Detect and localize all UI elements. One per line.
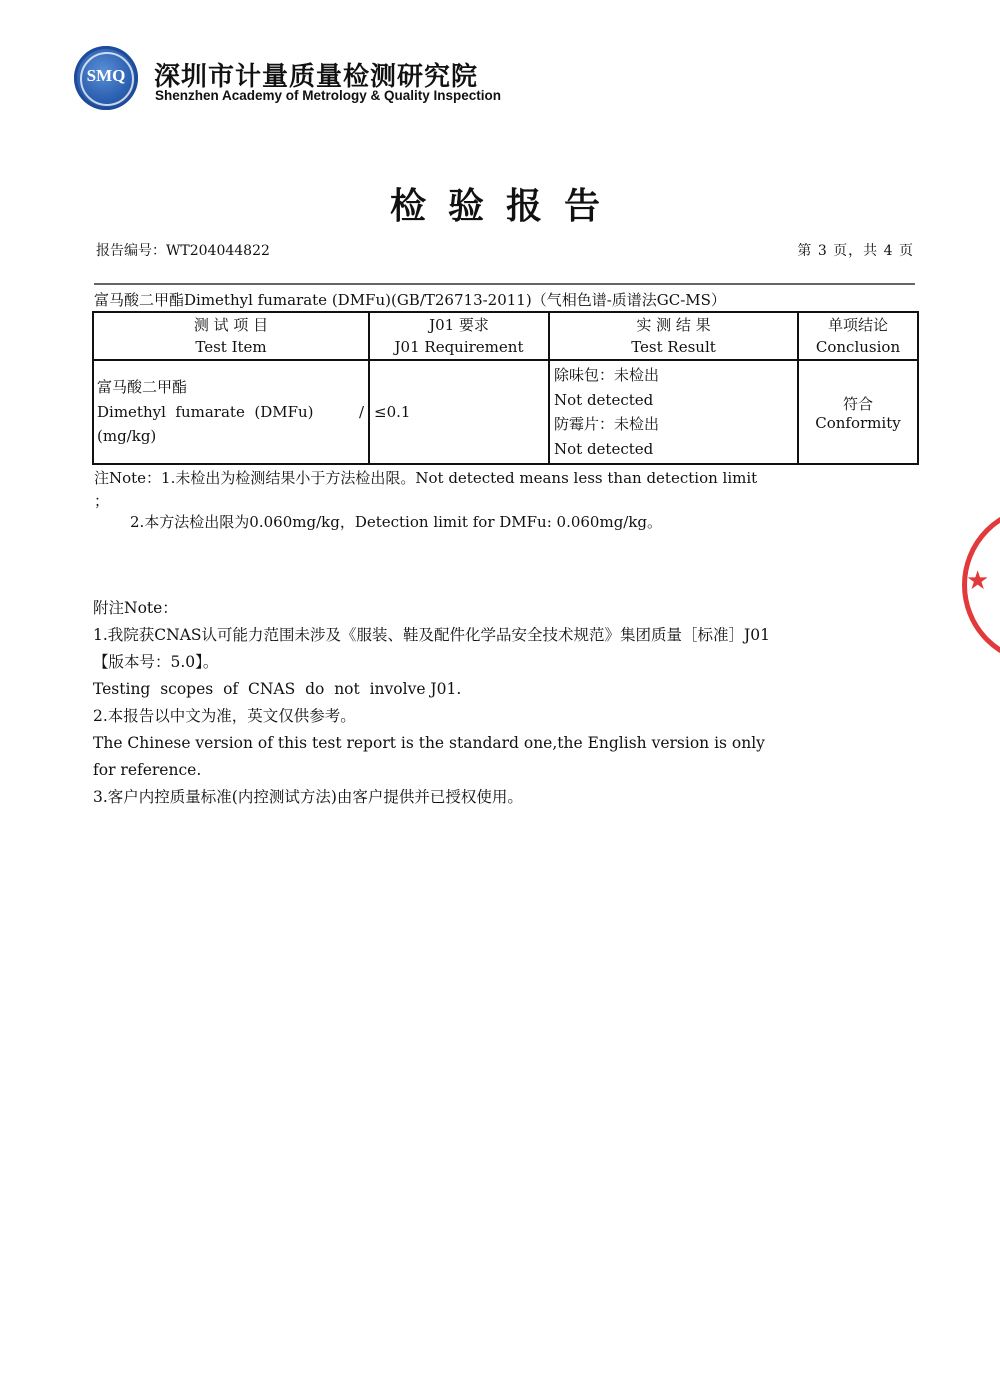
requirement-cell (369, 360, 549, 464)
note-1: 注Note：1.未检出为检测结果小于方法检出限。Not detected means less than detection limit (94, 469, 758, 487)
item-name-en-line (97, 400, 364, 425)
remarks-block (93, 595, 770, 811)
remark-line: for reference. (93, 761, 202, 779)
result-cell (549, 360, 798, 464)
item-name-cn: 富马酸二甲酯 (97, 378, 188, 397)
conclusion-en: Conformity (815, 413, 901, 432)
remark-line: The Chinese version of this test report is the standard one,the English version is only (93, 734, 765, 752)
conclusion-cell (798, 360, 918, 464)
item-name-en: Dimethyl fumarate (DMFu) (97, 402, 314, 421)
remark-line: Testing scopes of CNAS do not involve J01. (93, 680, 462, 698)
report-number: 报告编号：WT204044822 (96, 243, 270, 259)
org-name-cn: 深圳市计量质量检测研究院 (154, 62, 479, 92)
header-test-item: 测 试 项 目 Test Item (93, 312, 369, 360)
item-unit: (mg/kg) (97, 427, 157, 446)
remark-line: 2.本报告以中文为准，英文仅供参考。 (93, 707, 356, 725)
header-test-result: 实 测 结 果 Test Result (549, 312, 798, 360)
note-2: 2.本方法检出限为0.060mg/kg，Detection limit for DMFu: 0.060mg/kg。 (130, 513, 663, 531)
result-line: Not detected (554, 439, 654, 458)
header-requirement: J01 要求 J01 Requirement (369, 312, 549, 360)
test-item-cell (93, 360, 369, 464)
result-line: Not detected (554, 390, 654, 409)
table-header-row (93, 312, 918, 360)
result-line: 防霉片：未检出 (554, 415, 660, 433)
note-1-tail: ； (94, 492, 110, 510)
header-conclusion: 单项结论 Conclusion (798, 312, 918, 360)
test-method-line: 富马酸二甲酯Dimethyl fumarate (DMFu)(GB/T26713-2011)（气相色谱-质谱法GC-MS） (94, 291, 726, 309)
page-indicator: 第 3 页，共 4 页 (797, 243, 914, 259)
stamp-star-icon: ★ (966, 566, 990, 596)
table-row (93, 360, 918, 464)
logo-text: SMQ (86, 66, 126, 85)
remark-line: 1.我院获CNAS认可能力范围未涉及《服装、鞋及配件化学品安全技术规范》集团质量［标准］J01 (93, 626, 770, 644)
requirement-value: ≤0.1 (374, 403, 411, 421)
header-divider (94, 283, 915, 285)
remark-line: 3.客户内控质量标准(内控测试方法)由客户提供并已授权使用。 (93, 788, 523, 806)
report-title: 检验报告 (389, 186, 622, 227)
org-name-en: Shenzhen Academy of Metrology & Quality Inspection (155, 88, 502, 103)
test-results-table (92, 311, 919, 465)
conclusion-cn: 符合 (842, 394, 873, 413)
remarks-heading: 附注Note： (93, 599, 178, 617)
item-slash: / (358, 402, 364, 421)
result-line: 除味包：未检出 (554, 366, 660, 384)
remark-line: 【版本号：5.0】。 (93, 653, 219, 671)
